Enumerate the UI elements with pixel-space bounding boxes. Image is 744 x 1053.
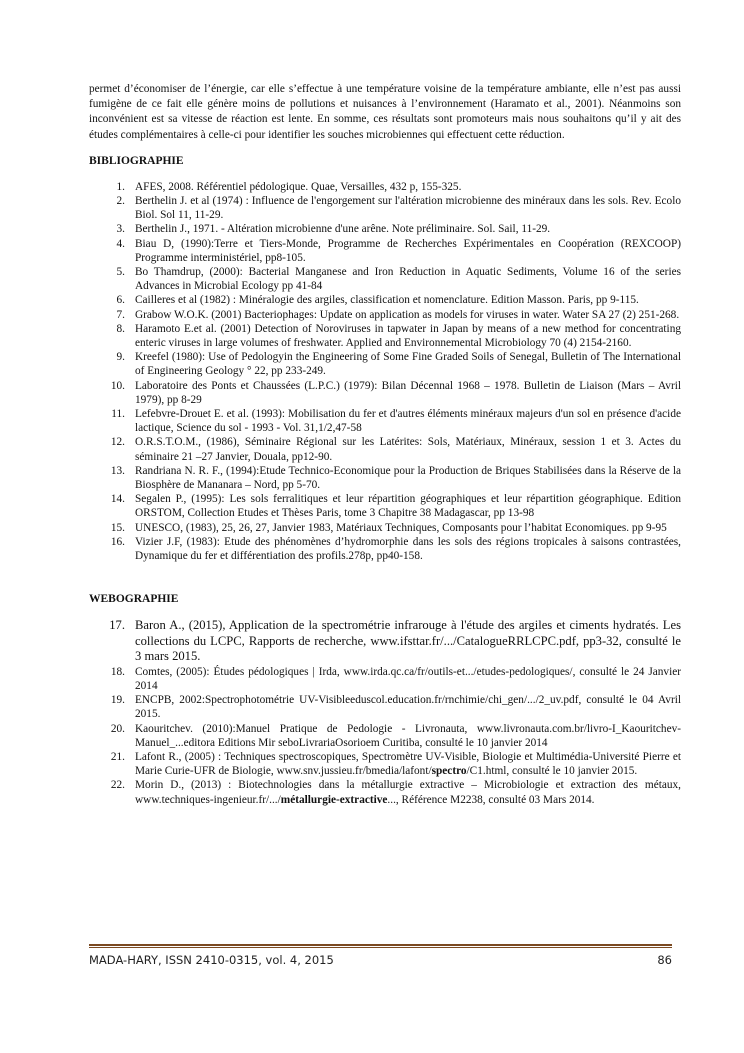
reference-text: UNESCO, (1983), 25, 26, 27, Janvier 1983, Matériaux Techniques, Composants pour l’habitat Economiques. pp 9-95: [135, 521, 667, 534]
webography-list: [89, 618, 681, 807]
web-reference-item: [89, 722, 681, 750]
reference-text: Comtes, (2005): Études pédologiques | Irda, www.irda.qc.ca/fr/outils-et.../etudes-pedologiques/, consulté le 24 Janvier 2014: [135, 665, 681, 692]
reference-text-bold: métallurgie-extractive: [280, 793, 388, 806]
reference-text: Randriana N. R. F., (1994):Etude Technico-Economique pour la Production de Briques Stabilisées dans la Réserve de la Biosphère de Mananara – Nord, pp 5-70.: [135, 464, 681, 492]
reference-number: 11.: [111, 408, 125, 421]
reference-number: 3.: [116, 223, 125, 236]
reference-item: [89, 350, 681, 378]
reference-number: 10.: [110, 379, 125, 392]
web-reference-item: [89, 693, 681, 721]
page-number: 86: [657, 953, 672, 967]
web-reference-item: [89, 618, 681, 665]
reference-text: Laboratoire des Ponts et Chaussées (L.P.C.) (1979): Bilan Décennal 1968 – 1978. Bulletin de Liaison (Mars – Avril 1979), pp 8-29: [135, 379, 681, 406]
reference-text: Segalen P., (1995): Les sols ferralitiques et leur répartition géographiques et leur répartition géographique. Edition ORSTOM, Collection Etudes et Thèses Paris, tome 3 Chapitre 38 Madagascar, pp 13-98: [135, 493, 681, 520]
reference-text: Cailleres et al (1982) : Minéralogie des argiles, classification et nomenclature. Edition Masson. Paris, pp 9-115.: [135, 294, 639, 307]
reference-number: 13.: [110, 464, 125, 477]
journal-citation: MADA-HARY, ISSN 2410-0315, vol. 4, 2015: [89, 953, 334, 967]
reference-text: Biau D, (1990):Terre et Tiers-Monde, Programme de Recherches Expérimentales en Coopération (REXCOOP) Programme interministériel, pp8-105.: [135, 237, 681, 264]
reference-number: 21.: [110, 751, 125, 764]
webography-title: WEBOGRAPHIE: [89, 593, 179, 606]
reference-number: 17.: [109, 618, 125, 633]
web-reference-item: [89, 665, 681, 693]
reference-item: [89, 237, 681, 265]
reference-text: Kaouritchev. (2010):Manuel Pratique de Pedologie - Livronauta, www.livronauta.com.br/livro-I_Kaouritchev-Manuel_...editora Editions Mir seboLivrariaOsorioem Curitiba, consulté le 10 janvier 2014: [135, 722, 681, 749]
reference-item: [89, 194, 681, 222]
bibliography-list: [89, 180, 681, 563]
reference-number: 5.: [116, 266, 125, 279]
reference-number: 16.: [110, 535, 125, 548]
page-footer: [89, 953, 672, 969]
reference-number: 8.: [116, 322, 125, 335]
reference-item: [89, 492, 681, 520]
reference-text: ENCPB, 2002:Spectrophotométrie UV-Visibleeduscol.education.fr/rnchimie/chi_gen/.../2_uv.pdf, consulté le 04 Avril 2015.: [135, 694, 681, 721]
intro-paragraph: permet d’économiser de l’énergie, car elle s’effectue à une température voisine de la température ambiante, elle n’est pas aussi fumigène de ce fait elle génère moins de pollutions et nuisances à l’environnement (Haramato et al., 2001). Néanmoins son inconvénient est sa vitesse de réaction est lente. En somme, ces résultats sont promoteurs mais nous souhaitons qu’il y ait des études complémentaires à celle-ci pour identifier les souches microbiennes qui effectuent cette réduction.: [89, 83, 681, 141]
reference-number: 14.: [110, 493, 125, 506]
reference-item: [89, 180, 681, 194]
web-reference-item: [89, 750, 681, 778]
footer-rule: [89, 944, 672, 946]
reference-item: [89, 222, 681, 236]
footer-rule-thin: [89, 947, 672, 948]
reference-number: 7.: [116, 308, 125, 321]
reference-text: Vizier J.F, (1983): Etude des phénomènes d’hydromorphie dans les sols des régions tropicales à saisons contrastées, Dynamique du fer et différentiation des profils.278p, pp40-158.: [135, 535, 681, 563]
reference-text: Lefebvre-Drouet E. et al. (1993): Mobilisation du fer et d'autres éléments minéraux majeurs d'un sol en présence d'acide lactique, Science du sol - 1993 - Vol. 31,1/2,47-58: [135, 408, 681, 435]
reference-text: Baron A., (2015), Application de la spectrométrie infrarouge à l'étude des argiles et ciments hydratés. Les collections du LCPC, Rapports de recherche, www.ifsttar.fr/.../CatalogueRRLCPC.pdf, pp3-32, consulté le 3 mars 2015.: [135, 618, 681, 664]
reference-number: 18.: [110, 665, 125, 678]
reference-item: [89, 521, 681, 535]
reference-item: [89, 322, 681, 350]
web-reference-item: [89, 778, 681, 806]
reference-number: 15.: [110, 521, 125, 534]
reference-number: 6.: [116, 294, 125, 307]
reference-item: [89, 379, 681, 407]
reference-number: 19.: [110, 694, 125, 707]
reference-item: [89, 407, 681, 435]
reference-text-before: Lafont R., (2005) : Techniques spectroscopiques, Spectromètre UV-Visible, Biologie et Multimédia-Université Pierre et Marie Curie-UFR de Biologie, www.snv.jussieu.fr/bmedia/lafont/: [135, 751, 681, 778]
reference-number: 2.: [116, 195, 125, 208]
reference-text: Kreefel (1980): Use of Pedologyin the Engineering of Some Fine Graded Soils of Senegal, Bulletin of The International of Engineering Geology ° 22, pp 233-249.: [135, 351, 681, 378]
reference-text: AFES, 2008. Référentiel pédologique. Quae, Versailles, 432 p, 155-325.: [135, 180, 462, 193]
reference-item: [89, 464, 681, 492]
reference-text: Berthelin J. et al (1974) : Influence de l'engorgement sur l'altération microbienne des minéraux dans les sols. Rev. Ecolo Biol. Sol 11, 11-29.: [135, 195, 681, 222]
reference-text: Grabow W.O.K. (2001) Bacteriophages: Update on application as models for viruses in water. Water SA 27 (2) 251-268.: [135, 308, 680, 321]
reference-item: [89, 265, 681, 293]
bibliography-title: BIBLIOGRAPHIE: [89, 154, 184, 167]
reference-number: 9.: [116, 351, 125, 364]
reference-text: Berthelin J., 1971. - Altération microbienne d'une arêne. Note préliminaire. Sol. Sail, 11-29.: [135, 223, 551, 236]
reference-number: 20.: [110, 722, 125, 735]
reference-text: Bo Thamdrup, (2000): Bacterial Manganese and Iron Reduction in Aquatic Sediments, Volume 16 of the series Advances in Microbial Ecology pp 41-84: [135, 266, 681, 293]
reference-text-after: /C1.html, consulté le 10 janvier 2015.: [466, 765, 638, 778]
reference-text: Haramoto E.et al. (2001) Detection of Noroviruses in tapwater in Japan by means of a new method for concentrating enteric viruses in large volumes of freshwater. Applied and Environnemental Microbiology 70 (4) 2154-2160.: [135, 322, 681, 350]
reference-number: 12.: [110, 436, 125, 449]
reference-text-after: ..., Référence M2238, consulté 03 Mars 2014.: [387, 793, 595, 806]
reference-item: [89, 435, 681, 463]
reference-text-bold: spectro: [431, 765, 467, 778]
reference-item: [89, 308, 681, 322]
reference-number: 4.: [116, 237, 125, 250]
reference-text: O.R.S.T.O.M., (1986), Séminaire Régional sur les Latérites: Sols, Matériaux, Minéraux, session 1 et 3. Actes du séminaire 21 –27 Janvier, Douala, pp12-90.: [135, 436, 681, 463]
reference-item: [89, 535, 681, 563]
page-content: [89, 82, 681, 807]
reference-number: 1.: [116, 180, 125, 193]
reference-item: [89, 293, 681, 307]
reference-text-before: Morin D., (2013) : Biotechnologies dans la métallurgie extractive – Microbiologie et extraction des métaux, www.techniques-ingenieur.fr/.../: [135, 779, 681, 806]
reference-number: 22.: [110, 779, 125, 792]
